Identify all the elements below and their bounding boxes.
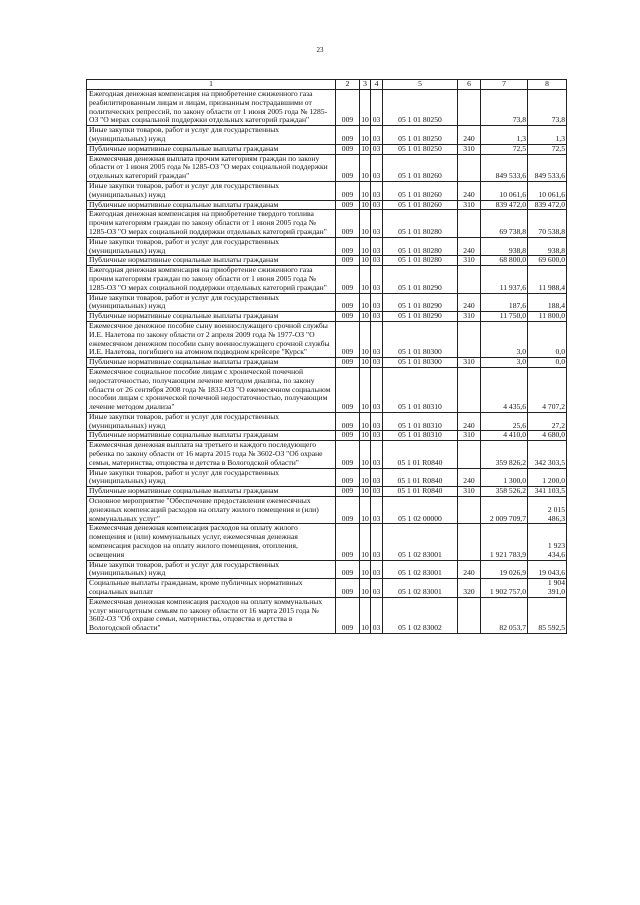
cell-ministry-code: 009 [336, 210, 360, 237]
page-number: 23 [316, 46, 324, 54]
cell-amount-year1: 3,0 [481, 321, 528, 357]
cell-expense-type [458, 497, 481, 524]
cell-target-article: 05 1 01 80260 [383, 200, 458, 210]
cell-ministry-code: 009 [336, 200, 360, 210]
cell-description: Иные закупки товаров, работ и услуг для государственных (муниципальных) нужд [87, 468, 336, 487]
cell-subsection: 03 [371, 237, 383, 256]
cell-ministry-code: 009 [336, 497, 360, 524]
cell-section: 10 [360, 237, 371, 256]
cell-amount-year2: 73,8 [528, 90, 567, 126]
cell-expense-type [458, 90, 481, 126]
cell-expense-type: 310 [458, 312, 481, 322]
cell-subsection: 03 [371, 321, 383, 357]
cell-section: 10 [360, 441, 371, 468]
table-row [87, 126, 567, 145]
cell-subsection: 03 [371, 497, 383, 524]
cell-ministry-code: 009 [336, 431, 360, 441]
cell-ministry-code: 009 [336, 367, 360, 412]
table-row [87, 497, 567, 524]
cell-expense-type [458, 597, 481, 633]
header-cell: 6 [458, 80, 481, 90]
cell-expense-type [458, 321, 481, 357]
budget-table [86, 79, 567, 634]
cell-amount-year2: 2 015 486,3 [528, 497, 567, 524]
cell-amount-year1: 359 826,2 [481, 441, 528, 468]
cell-section: 10 [361, 143, 369, 153]
cell-subsection: 03 [371, 358, 383, 368]
cell-amount-year1: 1 902 757,0 [481, 579, 528, 598]
cell-expense-type: 240 [458, 237, 481, 256]
cell-ministry-code: 009 [336, 293, 360, 312]
cell-amount-year1: 839 472,0 [481, 200, 528, 210]
table-row [87, 358, 567, 368]
cell-expense-type: 240 [458, 560, 481, 579]
cell-expense-type [458, 524, 481, 560]
cell-amount-year1: 19 026,9 [481, 560, 528, 579]
cell-description: Ежемесячная денежная выплата на третьего и каждого последующего ребенка по закону области от 16 марта 2015 года № 3602-ОЗ "Об охране семьи, материнства, отцовства и детства в Вологодской области" [87, 441, 336, 468]
cell-section: 10 [361, 255, 369, 265]
cell-description: Ежемесячная денежная компенсация расходов на оплату жилого помещения и (или) коммунальных услуг, ежемесячная денежная компенсация расходов на оплату жилого помещения, отопления, освещения [87, 524, 336, 560]
cell-amount-year2: 10 061,6 [528, 181, 567, 200]
cell-subsection: 03 [371, 367, 383, 412]
cell-description: Публичные нормативные социальные выплаты гражданам [87, 431, 336, 441]
cell-subsection: 03 [371, 154, 383, 181]
table-header-row [87, 80, 567, 90]
table-row [87, 90, 567, 126]
cell-section: 10 [360, 154, 371, 181]
cell-amount-year2: 1,3 [528, 126, 567, 145]
cell-subsection: 03 [371, 441, 383, 468]
cell-amount-year2: 85 592,5 [528, 597, 567, 633]
cell-expense-type: 240 [458, 412, 481, 431]
table-row [87, 312, 567, 322]
cell-amount-year1: 938,8 [481, 237, 528, 256]
cell-ministry-code: 009 [336, 144, 360, 154]
header-cell: 3 [360, 80, 371, 90]
cell-amount-year2: 188,4 [528, 293, 567, 312]
cell-target-article: 05 1 01 80250 [383, 90, 458, 126]
cell-target-article: 05 1 01 80280 [383, 256, 458, 266]
cell-target-article: 05 1 02 00000 [383, 497, 458, 524]
cell-expense-type: 310 [458, 358, 481, 368]
cell-section: 10 [360, 560, 371, 579]
cell-amount-year2: 4 680,0 [528, 431, 567, 441]
cell-description: Ежемесячное денежное пособие сыну военнослужащего срочной службы И.Е. Налетова по закону области от 2 апреля 2009 года № 1977-ОЗ "О ежемесячном денежном пособии сыну военнослужащего срочной службы И.Е. Налетова, погибшего на атомном подводном крейсере "Курск" [87, 321, 336, 357]
cell-section: 10 [361, 199, 369, 209]
cell-amount-year1: 1 300,0 [481, 468, 528, 487]
cell-amount-year2: 11 988,4 [528, 266, 567, 293]
cell-amount-year1: 1,3 [481, 126, 528, 145]
cell-ministry-code: 009 [336, 468, 360, 487]
table-row [87, 293, 567, 312]
cell-subsection: 03 [371, 126, 383, 145]
cell-amount-year1: 4 435,6 [481, 367, 528, 412]
cell-amount-year2: 342 303,5 [528, 441, 567, 468]
cell-section: 10 [360, 412, 371, 431]
cell-amount-year1: 4 410,0 [481, 431, 528, 441]
cell-section: 10 [360, 126, 371, 145]
cell-description: Основное мероприятие "Обеспечение предоставления ежемесячных денежных компенсаций расходов на оплату жилого помещения и (или) коммунальных услуг" [87, 497, 336, 524]
cell-target-article: 05 1 01 80290 [383, 312, 458, 322]
table-row [87, 266, 567, 293]
cell-amount-year1: 2 009 709,7 [481, 497, 528, 524]
cell-target-article: 05 1 01 80250 [383, 144, 458, 154]
cell-target-article: 05 1 02 83001 [383, 524, 458, 560]
cell-description: Ежемесячное социальное пособие лицам с хронической почечной недостаточностью, получающим лечение методом диализа, по закону области от 26 сентября 2008 года № 1833-ОЗ "О ежемесячном социальном пособии лицам с хронической почечной недостаточностью, получающим лечение методом диализа" [87, 367, 336, 412]
cell-expense-type [458, 154, 481, 181]
cell-ministry-code: 009 [336, 154, 360, 181]
cell-amount-year2: 19 043,6 [528, 560, 567, 579]
cell-description: Иные закупки товаров, работ и услуг для государственных (муниципальных) нужд [87, 293, 336, 312]
header-cell: 7 [481, 80, 528, 90]
cell-amount-year1: 69 738,8 [481, 210, 528, 237]
cell-target-article: 05 1 02 83001 [383, 560, 458, 579]
cell-expense-type: 240 [458, 293, 481, 312]
cell-section: 10 [361, 357, 369, 367]
cell-description: Социальные выплаты гражданам, кроме публичных нормативных социальных выплат [87, 579, 336, 598]
cell-subsection: 03 [371, 487, 383, 497]
cell-amount-year2: 849 533,6 [528, 154, 567, 181]
cell-amount-year2: 839 472,0 [528, 200, 567, 210]
cell-expense-type [458, 441, 481, 468]
cell-amount-year1: 10 061,6 [481, 181, 528, 200]
cell-description: Иные закупки товаров, работ и услуг для государственных (муниципальных) нужд [87, 412, 336, 431]
cell-expense-type [458, 367, 481, 412]
cell-expense-type: 320 [458, 579, 481, 598]
cell-subsection: 03 [371, 256, 383, 266]
cell-section: 10 [360, 293, 371, 312]
cell-subsection: 03 [371, 312, 383, 322]
cell-target-article: 05 1 01 80280 [383, 210, 458, 237]
cell-subsection: 03 [371, 560, 383, 579]
cell-target-article: 05 1 01 80260 [383, 181, 458, 200]
table-row [87, 181, 567, 200]
cell-section: 10 [360, 90, 371, 126]
header-cell: 2 [336, 80, 360, 90]
cell-target-article: 05 1 01 R0840 [383, 487, 458, 497]
cell-amount-year1: 1 921 783,9 [481, 524, 528, 560]
cell-expense-type: 240 [458, 126, 481, 145]
cell-ministry-code: 009 [336, 441, 360, 468]
cell-description: Иные закупки товаров, работ и услуг для государственных (муниципальных) нужд [87, 560, 336, 579]
cell-subsection: 03 [371, 524, 383, 560]
cell-expense-type: 240 [458, 468, 481, 487]
cell-amount-year2: 11 800,0 [528, 312, 567, 322]
cell-target-article: 05 1 01 80260 [383, 154, 458, 181]
table-row [87, 154, 567, 181]
table-row [87, 579, 567, 598]
cell-target-article: 05 1 01 80300 [383, 358, 458, 368]
cell-expense-type [458, 210, 481, 237]
table-row [87, 524, 567, 560]
cell-target-article: 05 1 01 80310 [383, 431, 458, 441]
cell-subsection: 03 [371, 412, 383, 431]
cell-subsection: 03 [371, 579, 383, 598]
cell-amount-year1: 187,6 [481, 293, 528, 312]
cell-amount-year1: 73,8 [481, 90, 528, 126]
cell-expense-type: 310 [458, 256, 481, 266]
cell-amount-year2: 72,5 [528, 144, 567, 154]
cell-target-article: 05 1 02 83002 [383, 597, 458, 633]
cell-subsection: 03 [371, 210, 383, 237]
cell-description: Публичные нормативные социальные выплаты гражданам [87, 200, 336, 210]
cell-ministry-code: 009 [336, 412, 360, 431]
cell-section: 10 [360, 468, 371, 487]
cell-ministry-code: 009 [336, 90, 360, 126]
cell-ministry-code: 009 [336, 266, 360, 293]
cell-ministry-code: 009 [336, 358, 360, 368]
header-cell: 5 [383, 80, 458, 90]
cell-description: Ежегодная денежная компенсация на приобретение сжиженного газа прочим категориям граждан по закону области от 1 июня 2005 года № 1285-ОЗ "О мерах социальной поддержки отдельных категорий граждан" [87, 266, 336, 293]
cell-expense-type [458, 266, 481, 293]
cell-amount-year2: 1 200,0 [528, 468, 567, 487]
cell-expense-type: 240 [458, 181, 481, 200]
cell-description: Иные закупки товаров, работ и услуг для государственных (муниципальных) нужд [87, 181, 336, 200]
cell-target-article: 05 1 01 80250 [383, 126, 458, 145]
cell-subsection: 03 [371, 181, 383, 200]
cell-subsection: 03 [371, 293, 383, 312]
cell-description: Публичные нормативные социальные выплаты гражданам [87, 312, 336, 322]
cell-ministry-code: 009 [336, 321, 360, 357]
cell-subsection: 03 [371, 144, 383, 154]
cell-expense-type: 310 [458, 487, 481, 497]
cell-section: 10 [361, 430, 369, 440]
cell-ministry-code: 009 [336, 312, 360, 322]
cell-amount-year2: 70 538,8 [528, 210, 567, 237]
cell-amount-year1: 25,6 [481, 412, 528, 431]
table-row [87, 468, 567, 487]
table-row [87, 441, 567, 468]
cell-description: Иные закупки товаров, работ и услуг для государственных (муниципальных) нужд [87, 126, 336, 145]
cell-amount-year1: 3,0 [481, 358, 528, 368]
cell-amount-year2: 1 923 434,6 [528, 524, 567, 560]
cell-amount-year2: 4 707,2 [528, 367, 567, 412]
table-row [87, 210, 567, 237]
cell-subsection: 03 [371, 266, 383, 293]
cell-ministry-code: 009 [336, 487, 360, 497]
cell-amount-year2: 69 600,0 [528, 256, 567, 266]
cell-section: 10 [361, 486, 369, 496]
table-row [87, 597, 567, 633]
cell-description: Иные закупки товаров, работ и услуг для государственных (муниципальных) нужд [87, 237, 336, 256]
cell-expense-type: 310 [458, 200, 481, 210]
cell-ministry-code: 009 [336, 524, 360, 560]
header-cell: 8 [528, 80, 567, 90]
cell-target-article: 05 1 01 R0840 [383, 468, 458, 487]
cell-target-article: 05 1 02 83001 [383, 579, 458, 598]
cell-expense-type: 310 [458, 431, 481, 441]
cell-amount-year1: 82 053,7 [481, 597, 528, 633]
cell-ministry-code: 009 [336, 597, 360, 633]
cell-amount-year2: 1 904 391,0 [528, 579, 567, 598]
cell-amount-year2: 341 103,5 [528, 487, 567, 497]
table-row [87, 560, 567, 579]
table-row [87, 237, 567, 256]
table-row [87, 144, 567, 154]
cell-ministry-code: 009 [336, 560, 360, 579]
cell-target-article: 05 1 01 80300 [383, 321, 458, 357]
cell-amount-year2: 0,0 [528, 321, 567, 357]
cell-section: 10 [360, 321, 371, 357]
cell-amount-year2: 0,0 [528, 358, 567, 368]
cell-subsection: 03 [371, 468, 383, 487]
cell-description: Публичные нормативные социальные выплаты гражданам [87, 256, 336, 266]
cell-description: Публичные нормативные социальные выплаты гражданам [87, 358, 336, 368]
header-cell: 1 [87, 80, 336, 90]
cell-target-article: 05 1 01 80290 [383, 266, 458, 293]
cell-ministry-code: 009 [336, 256, 360, 266]
cell-section: 10 [360, 597, 371, 633]
cell-description: Ежегодная денежная компенсация на приобретение сжиженного газа реабилитированным лицам и лицам, признанным пострадавшими от политических репрессий, по закону области от 1 июня 2005 года № 1285-ОЗ "О мерах социальной поддержки отдельных категорий граждан" [87, 90, 336, 126]
cell-amount-year1: 72,5 [481, 144, 528, 154]
cell-subsection: 03 [371, 90, 383, 126]
cell-section: 10 [360, 266, 371, 293]
cell-amount-year1: 358 526,2 [481, 487, 528, 497]
table-row [87, 321, 567, 357]
cell-section: 10 [360, 181, 371, 200]
cell-section: 10 [360, 497, 371, 524]
cell-description: Публичные нормативные социальные выплаты гражданам [87, 144, 336, 154]
cell-amount-year2: 938,8 [528, 237, 567, 256]
cell-amount-year1: 68 800,0 [481, 256, 528, 266]
cell-section: 10 [360, 367, 371, 412]
cell-target-article: 05 1 01 80310 [383, 367, 458, 412]
cell-description: Ежемесячная денежная компенсация расходов на оплату коммунальных услуг многодетным семьям по закону области от 16 марта 2015 года № 3602-ОЗ "Об охране семьи, материнства, отцовства и детства в Вологодской области" [87, 597, 336, 633]
cell-amount-year1: 11 937,6 [481, 266, 528, 293]
cell-target-article: 05 1 01 80290 [383, 293, 458, 312]
cell-amount-year1: 849 533,6 [481, 154, 528, 181]
cell-section: 10 [360, 210, 371, 237]
cell-expense-type: 310 [458, 144, 481, 154]
cell-description: Публичные нормативные социальные выплаты гражданам [87, 487, 336, 497]
cell-subsection: 03 [371, 431, 383, 441]
header-cell: 4 [371, 80, 383, 90]
table-row [87, 412, 567, 431]
cell-description: Ежемесячная денежная выплата прочим категориям граждан по закону области от 1 июня 2005 года № 1285-ОЗ "О мерах социальной поддержки отдельных категорий граждан" [87, 154, 336, 181]
table-row [87, 367, 567, 412]
cell-subsection: 03 [371, 597, 383, 633]
cell-subsection: 03 [371, 200, 383, 210]
cell-ministry-code: 009 [336, 126, 360, 145]
cell-target-article: 05 1 01 R0840 [383, 441, 458, 468]
cell-target-article: 05 1 01 80280 [383, 237, 458, 256]
cell-ministry-code: 009 [336, 181, 360, 200]
cell-section: 10 [361, 311, 369, 321]
cell-amount-year2: 27,2 [528, 412, 567, 431]
cell-amount-year1: 11 750,0 [481, 312, 528, 322]
cell-ministry-code: 009 [336, 579, 360, 598]
cell-description: Ежегодная денежная компенсация на приобретение твердого топлива прочим категориям граждан по закону области от 1 июня 2005 года № 1285-ОЗ "О мерах социальной поддержки отдельных категорий граждан" [87, 210, 336, 237]
cell-section: 10 [360, 524, 371, 560]
cell-section: 10 [360, 579, 371, 598]
cell-target-article: 05 1 01 80310 [383, 412, 458, 431]
cell-ministry-code: 009 [336, 237, 360, 256]
